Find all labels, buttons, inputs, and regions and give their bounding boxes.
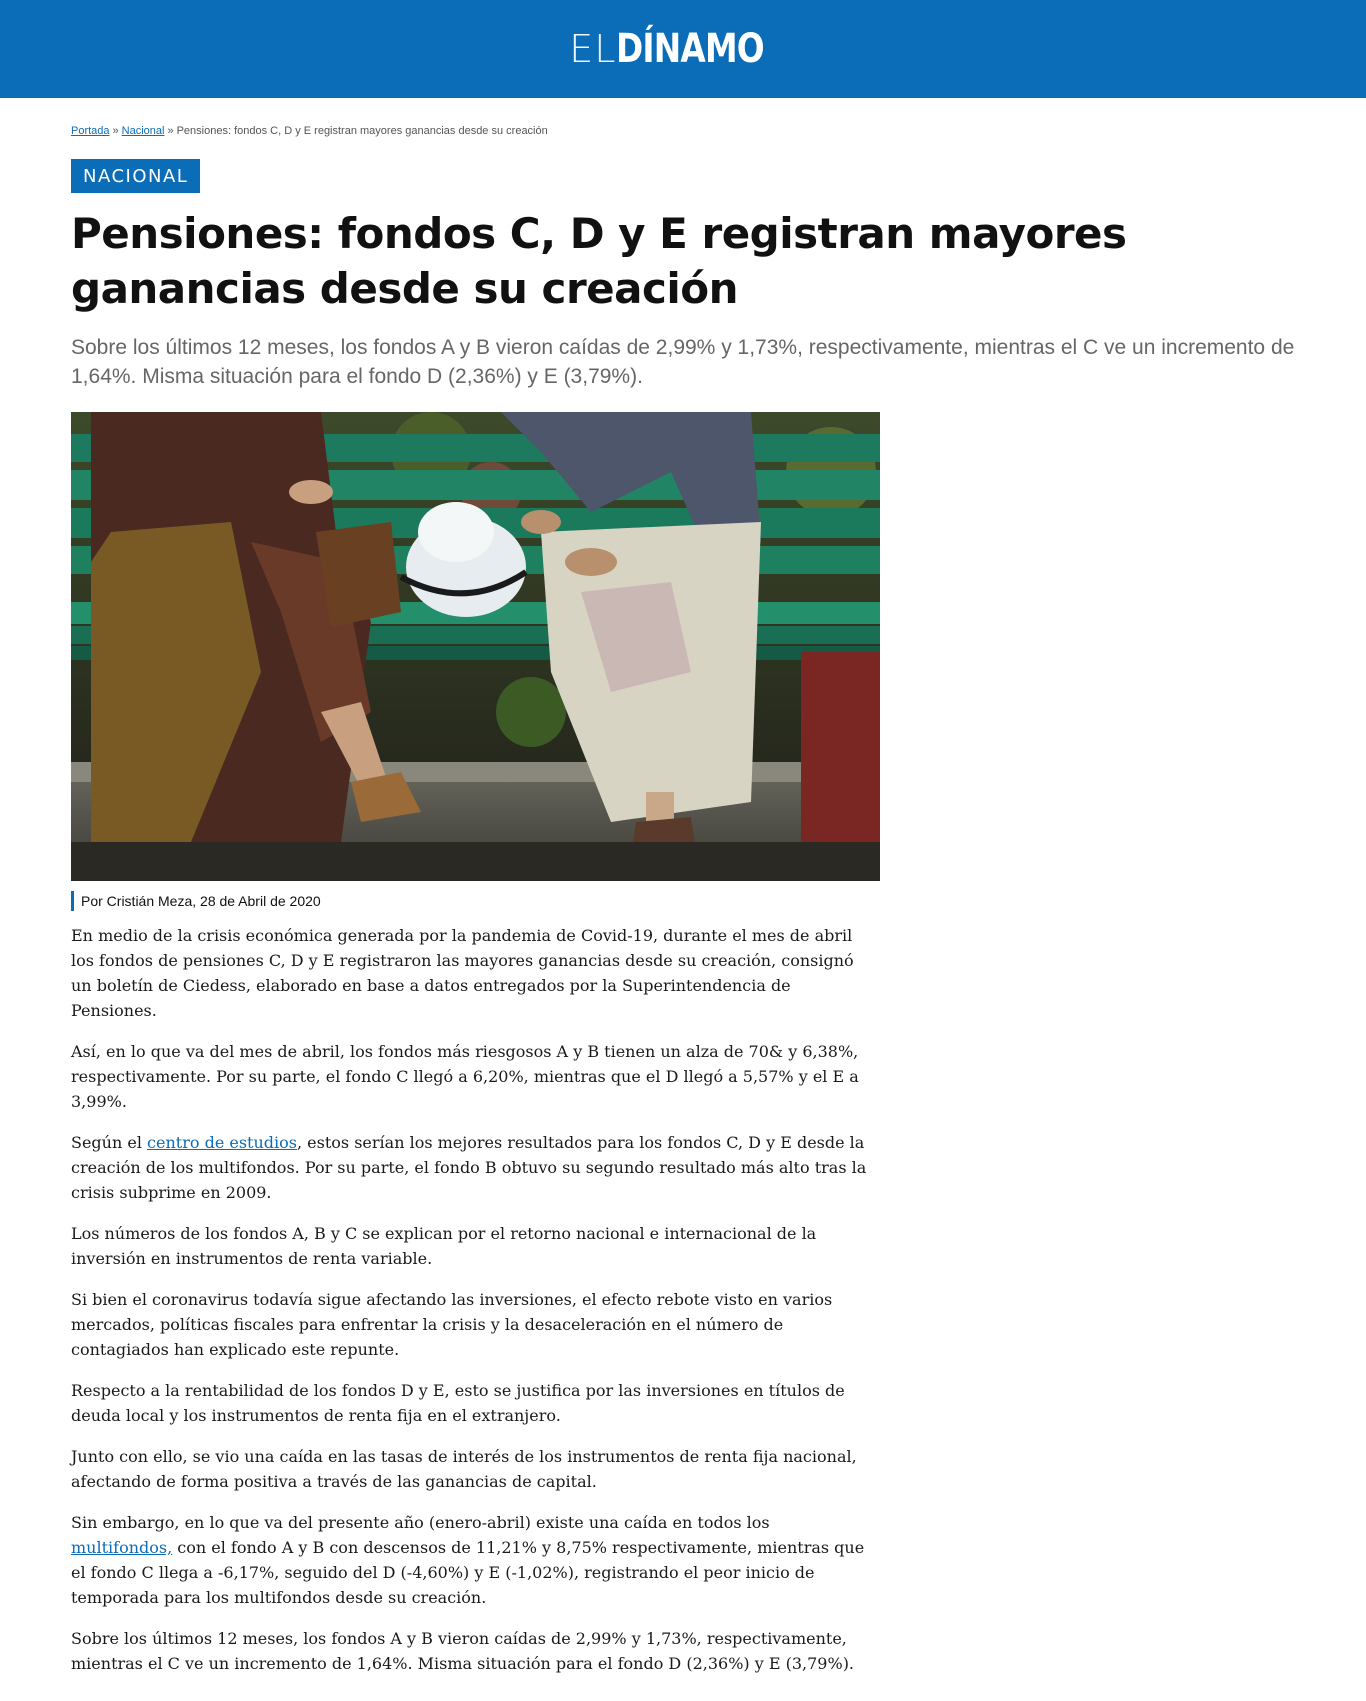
logo-dinamo: DÍNAMO	[616, 26, 765, 72]
breadcrumb-section-link[interactable]: Nacional	[121, 125, 165, 137]
article-paragraph	[71, 1130, 871, 1205]
breadcrumb-home-link[interactable]: Portada	[71, 125, 110, 137]
page-title: Pensiones: fondos C, D y E registran mayores ganancias desde su creación	[71, 209, 1127, 313]
breadcrumb-separator: »	[167, 125, 174, 137]
article-subtitle: Sobre los últimos 12 meses, los fondos A y B vieron caídas de 2,99% y 1,73%, respectivamente, mientras el C ve un incremento de 1,64%. Misma situación para el fondo D (2,36%) y E (3,79%).	[71, 336, 1295, 388]
breadcrumb	[71, 125, 548, 137]
category-badge[interactable]: NACIONAL	[71, 159, 200, 193]
text-run: Según el	[71, 1133, 148, 1152]
breadcrumb-separator: »	[112, 125, 119, 137]
logo-el: EL	[569, 27, 617, 71]
article-paragraph	[71, 1510, 871, 1610]
article-body	[71, 923, 871, 1692]
site-header	[0, 0, 1366, 98]
text-run: con el fondo A y B con descensos de 11,21% y 8,75% respectivamente, mientras que el fondo C llega a -6,17%, seguido del D (-4,60%) y E (-1,02%), registrando el peor inicio de temporada para los multifondos desde su creación.	[71, 1538, 865, 1607]
article-paragraph: Sobre los últimos 12 meses, los fondos A y B vieron caídas de 2,99% y 1,73%, respectivamente, mientras el C ve un incremento de 1,64%. Misma situación para el fondo D (2,36%) y E (3,79%).	[71, 1629, 855, 1673]
centro-de-estudios-link[interactable]: centro de estudios	[147, 1133, 297, 1152]
site-logo[interactable]	[569, 26, 797, 72]
article-paragraph: Respecto a la rentabilidad de los fondos D y E, esto se justifica por las inversiones en títulos de deuda local y los instrumentos de renta fija en el extranjero.	[71, 1381, 845, 1425]
article-paragraph: Si bien el coronavirus todavía sigue afectando las inversiones, el efecto rebote visto en varios mercados, políticas fiscales para enfrentar la crisis y la desaceleración en el número de contagiados han explicado este repunte.	[71, 1290, 833, 1359]
text-run: , estos serían los mejores resultados para los fondos C, D y E desde la creación de los multifondos. Por su parte, el fondo B obtuvo su segundo resultado más alto tras la crisis subprime en 2009.	[71, 1133, 867, 1202]
article-byline: Por Cristián Meza, 28 de Abril de 2020	[71, 891, 321, 911]
photo-illustration	[71, 412, 880, 881]
text-run: Sin embargo, en lo que va del presente año (enero-abril) existe una caída en todos los	[71, 1513, 770, 1532]
article-paragraph: Junto con ello, se vio una caída en las tasas de interés de los instrumentos de renta fija nacional, afectando de forma positiva a través de las ganancias de capital.	[71, 1447, 857, 1491]
breadcrumb-current: Pensiones: fondos C, D y E registran mayores ganancias desde su creación	[176, 125, 548, 137]
multifondos-link[interactable]: multifondos,	[71, 1538, 173, 1557]
article-paragraph: En medio de la crisis económica generada por la pandemia de Covid-19, durante el mes de abril los fondos de pensiones C, D y E registraron las mayores ganancias desde su creación, consignó un boletín de Ciedess, elaborado en base a datos entregados por la Superintendencia de Pensiones.	[71, 926, 854, 1020]
article-paragraph: Los números de los fondos A, B y C se explican por el retorno nacional e internacional de la inversión en instrumentos de renta variable.	[71, 1224, 817, 1268]
article-photo	[71, 412, 880, 881]
article-paragraph: Así, en lo que va del mes de abril, los fondos más riesgosos A y B tienen un alza de 70& y 6,38%, respectivamente. Por su parte, el fondo C llegó a 6,20%, mientras que el D llegó a 5,57% y el E a 3,99%.	[71, 1042, 859, 1111]
